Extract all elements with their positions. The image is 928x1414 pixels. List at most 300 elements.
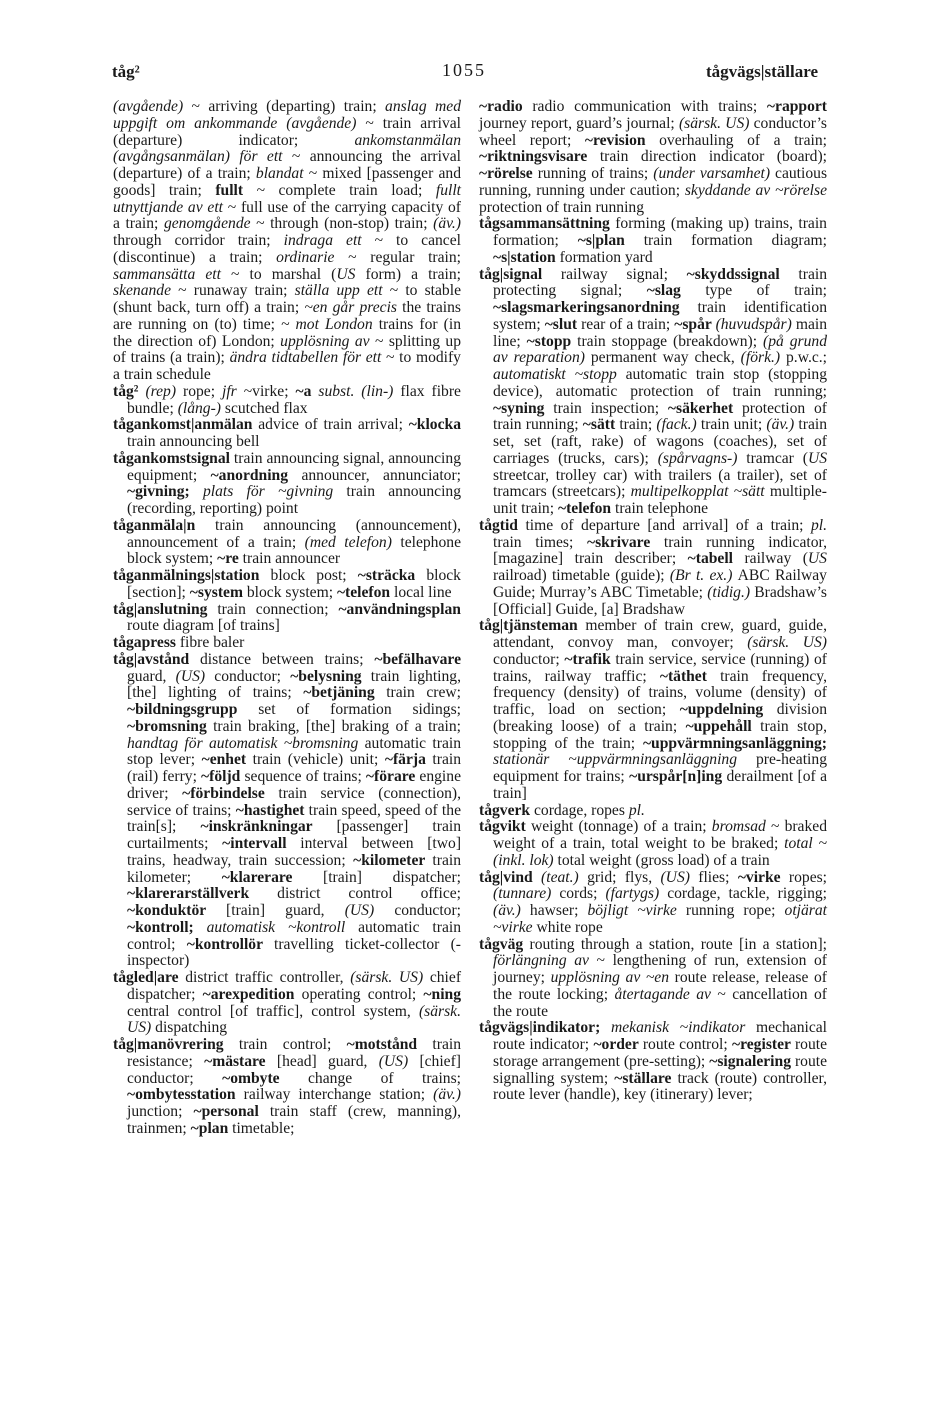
italic-gloss: (med telefon) <box>304 533 401 551</box>
definition-text: distance between trains; <box>200 650 375 668</box>
italic-gloss: total ~ (inkl. lok) <box>493 835 827 869</box>
definition-text: junction; <box>127 1103 194 1120</box>
definition-text: train control; <box>238 1036 347 1053</box>
italic-gloss: genomgående <box>163 215 257 233</box>
dictionary-entry <box>479 267 827 518</box>
definition-text: dispatching <box>155 1019 228 1037</box>
headword: ~rapport <box>766 98 828 115</box>
headword: tågväg <box>479 935 530 953</box>
italic-gloss: US <box>807 449 827 467</box>
italic-gloss: ankomstanmälan (avgångsanmälan) för ett <box>113 131 461 166</box>
headword: ~belysning <box>290 667 371 685</box>
italic-gloss: böjligt ~virke <box>587 902 686 919</box>
definition-text: division (breaking loose) of a train; <box>493 701 827 735</box>
italic-gloss: ställa upp ett <box>294 282 390 300</box>
italic-gloss: upplösning av ~en <box>550 969 675 986</box>
dictionary-entry <box>479 803 827 820</box>
headword: ~telefon <box>557 500 616 517</box>
definition-text: [passenger] train curtailments; <box>127 818 461 852</box>
headword: tågapress <box>113 634 180 651</box>
definition-text: train service (connection), service of trains; <box>127 784 462 819</box>
definition-text: district control office; <box>277 885 462 903</box>
definition-text: flax fibre bundle; <box>127 382 461 417</box>
headword: ~riktningsvisare <box>479 148 600 166</box>
headword: ~revision <box>584 131 660 149</box>
italic-gloss: bromsad <box>711 818 771 836</box>
headword: ~order <box>593 1036 643 1053</box>
headword: ~färja <box>384 751 433 769</box>
headword: ~ombyte <box>222 1069 309 1087</box>
italic-gloss: US <box>807 550 827 568</box>
italic-gloss: ändra tidtabellen för ett <box>229 349 387 367</box>
definition-text: ABC Railway Guide; Murray’s ABC Timetable; <box>493 567 827 601</box>
definition-text: running of trains; <box>537 165 654 182</box>
headword: ~ning <box>423 985 462 1003</box>
dictionary-entry <box>113 451 461 518</box>
definition-text: route control; <box>642 1036 733 1053</box>
definition-text: train telephone <box>615 500 709 517</box>
headword: ~klarerarställverk <box>127 885 278 903</box>
definition-text: railway signal; <box>560 265 687 283</box>
definition-text: train unit; <box>700 416 767 434</box>
definition-text: operating control; <box>301 985 424 1003</box>
italic-gloss: plats för ~givning <box>202 483 347 501</box>
headword: ~kilometer <box>353 851 433 869</box>
italic-gloss: (Br t. ex.) <box>669 567 738 584</box>
italic-gloss: (på grund av reparation) <box>493 332 827 367</box>
dictionary-entry <box>113 384 461 418</box>
dictionary-entry <box>479 937 827 1021</box>
italic-gloss: automatisk ~kontroll <box>206 918 359 936</box>
headword: ~givning; <box>127 483 203 501</box>
headword: ~befälhavare <box>374 650 461 668</box>
headword: ~kontrollör <box>186 935 274 953</box>
italic-gloss: upplösning av <box>280 332 376 350</box>
headword: ~arexpedition <box>202 985 302 1003</box>
definition-text: ~virke; <box>243 382 296 400</box>
definition-text: ~ to marshal ( <box>231 265 337 283</box>
italic-gloss: mekanisk ~indikator <box>610 1019 756 1037</box>
definition-text: rope; <box>183 382 223 400</box>
definition-text: train announcer <box>242 550 341 568</box>
headword: ~mästare <box>204 1052 277 1070</box>
dictionary-entry <box>479 216 827 266</box>
definition-text: hawser; <box>529 902 588 919</box>
definition-text: train running indicator, [magazine] train describer; <box>493 533 827 568</box>
headword: tåg|manövrering <box>113 1036 239 1053</box>
italic-gloss: förlängning av <box>493 952 597 970</box>
definition-text: through corridor train; <box>113 232 284 249</box>
headword: ~täthet <box>659 667 721 685</box>
headword: ~anordning <box>210 466 302 484</box>
definition-text: route release, release of the route locking; <box>493 969 827 1003</box>
definition-text: automatic train stop lever; <box>127 734 461 769</box>
headword: ~säkerhet <box>667 399 742 417</box>
headword: ~användningsplan <box>338 600 461 618</box>
definition-text: conductor’s wheel report; <box>479 114 827 149</box>
italic-gloss: (förk.) <box>740 349 786 367</box>
definition-text: block system; <box>246 583 337 601</box>
definition-text: train frequency, frequency (density) of trains, volume (density) of traffic, load on section; <box>493 667 827 718</box>
headword: ~plan <box>190 1119 233 1137</box>
definition-text: train resistance; <box>127 1036 461 1070</box>
italic-gloss: (US) <box>175 667 215 685</box>
headword: ~slut <box>544 315 582 333</box>
italic-gloss: (US) <box>378 1052 420 1070</box>
headword: tåganmäla|n <box>113 516 215 534</box>
dictionary-entry <box>479 870 827 937</box>
definition-text: train; <box>619 416 657 434</box>
italic-gloss: US <box>336 265 366 283</box>
headword: ~radio <box>479 98 533 115</box>
definition-text: train announcing signal, announcing equipment; <box>127 449 461 484</box>
italic-gloss: multipelkopplat ~sätt <box>630 483 770 501</box>
definition-text: block [section]; <box>127 567 461 601</box>
headword: ~tabell <box>687 550 745 568</box>
definition-text: automatic train stop (stopping device), automatic protection of train running; <box>493 366 827 400</box>
definition-text: route signalling system; <box>493 1052 827 1087</box>
italic-gloss: (särsk. US) <box>127 1002 461 1037</box>
headword: ~syning <box>493 399 554 417</box>
headword: tågvägs|indikator; <box>479 1019 611 1037</box>
definition-text: tramcar ( <box>746 449 808 467</box>
definition-text: ~ regular train; <box>348 248 462 266</box>
italic-gloss: ~ mot London <box>281 315 379 333</box>
definition-text: permanent way check, <box>590 349 741 367</box>
headword: tågvikt <box>479 818 531 836</box>
headword: tågled|are <box>113 969 186 986</box>
headword: tåg|anslutning <box>113 600 218 618</box>
definition-text: train lighting, [the] lighting of trains; <box>127 667 462 702</box>
headword: ~bildningsgrupp <box>127 701 259 718</box>
definition-text: train stop, stopping of the train; <box>493 717 827 752</box>
definition-text: [train] dispatcher; <box>323 868 461 886</box>
headword: ~uppehåll <box>685 717 761 735</box>
definition-text: ~ to modify a train schedule <box>113 349 461 383</box>
definition-text: district traffic controller, <box>185 969 351 986</box>
dictionary-entry <box>113 417 461 451</box>
definition-text: main line; <box>493 315 827 350</box>
headword: ~system <box>189 583 247 601</box>
definition-text: railway ( <box>744 550 808 568</box>
italic-gloss: pl. <box>628 801 645 819</box>
italic-gloss: blandat <box>255 165 309 182</box>
definition-text: sequence of trains; <box>244 768 366 785</box>
dictionary-entry <box>113 568 461 602</box>
definition-text: ropes; <box>788 868 828 886</box>
definition-text: train kilometer; <box>127 851 461 886</box>
definition-text: train inspection; <box>553 399 668 417</box>
dictionary-entry <box>113 652 461 970</box>
headword: tåganmälnings|station <box>113 567 271 584</box>
right-column <box>479 99 827 1104</box>
definition-text: train connection; <box>217 600 339 618</box>
definition-text: ~ train arrival (departure) indicator; <box>113 114 461 149</box>
definition-text: ~ full use of the carrying capacity of a train; <box>113 198 461 233</box>
headword: ~hastighet <box>235 801 309 819</box>
definition-text: train braking, [the] braking of a train; <box>213 717 461 735</box>
italic-gloss: (särsk. US) <box>747 634 827 651</box>
italic-gloss: (äv.) <box>766 416 799 434</box>
headword: ~register <box>732 1036 795 1053</box>
headword: tåg|avstånd <box>113 650 200 668</box>
definition-text: routing through a station, route [in a station]; <box>529 935 828 953</box>
definition-text: train identification system; <box>493 299 827 333</box>
headword: tågtid <box>479 516 526 534</box>
headword: tåg|vind <box>479 868 542 886</box>
italic-gloss: fullt utnyttjande av ett <box>113 181 461 216</box>
headword: tåg|signal <box>479 265 561 283</box>
definition-text: route diagram [of trains] <box>127 617 280 635</box>
definition-text: train announcing (announcement), announcement of a train; <box>127 516 461 551</box>
italic-gloss: sammansätta ett <box>113 265 232 283</box>
headword: ~inskränkningar <box>200 818 337 836</box>
definition-text: railway interchange station; <box>243 1086 434 1104</box>
italic-gloss: subst. (lin-) <box>318 382 401 400</box>
definition-text: protection of train running <box>479 198 644 216</box>
headword: tågankomst|anmälan <box>113 416 259 434</box>
dictionary-entry <box>479 618 827 802</box>
definition-text: ~ to stable (shunt back, turn off) a train; <box>113 282 461 316</box>
headword: ~re <box>217 550 243 568</box>
definition-text: train announcing bell <box>127 433 260 450</box>
italic-gloss: indraga ett <box>283 232 375 249</box>
italic-gloss: ~en går precis <box>304 299 403 316</box>
definition-text: running rope; <box>685 902 785 919</box>
definition-text: flies; <box>698 868 738 886</box>
dictionary-entry <box>113 970 461 1037</box>
headword: ~ombytesstation <box>127 1086 244 1104</box>
definition-text: conductor; <box>214 667 291 685</box>
dictionary-entry <box>479 819 827 869</box>
headword: ~personal <box>193 1103 270 1120</box>
definition-text: guard, <box>127 667 176 685</box>
headword: ~betjäning <box>303 684 387 702</box>
definition-text: ~ through (non-stop) train; <box>256 215 434 233</box>
headword: tågverk <box>479 801 534 819</box>
definition-text: train crew; <box>386 684 462 702</box>
italic-gloss: pl. <box>810 516 827 534</box>
headword: ~sträcka <box>357 567 427 584</box>
definition-text: ~ mixed [passenger and goods] train; <box>113 165 461 199</box>
headword: ~uppvärmningsanläggning; <box>642 734 827 752</box>
headword: ~motstånd <box>346 1036 433 1053</box>
definition-text: derailment [of a train] <box>493 768 827 802</box>
italic-gloss: återtagande av <box>614 985 718 1003</box>
left-column <box>113 99 461 1138</box>
definition-text: local line <box>393 583 452 601</box>
italic-gloss: (äv.) <box>493 902 530 919</box>
headword: ~konduktör <box>127 902 227 919</box>
headword: ~slag <box>646 282 706 300</box>
definition-text: radio communication with trains; <box>532 98 767 115</box>
headword: ~urspår[n]ing <box>629 768 727 785</box>
definition-text: train (vehicle) unit; <box>252 751 385 769</box>
definition-text: train protecting signal; <box>493 265 827 300</box>
headword: ~spår <box>674 315 716 333</box>
italic-gloss: (fack.) <box>656 416 701 434</box>
headword: ~trafik <box>564 650 616 668</box>
definition-text: advice of train arrival; <box>258 416 409 434</box>
definition-text: train stoppage (breakdown); <box>577 332 763 350</box>
definition-text: announcer, annunciator; <box>301 466 461 484</box>
italic-gloss: skenande <box>113 282 179 300</box>
dictionary-entry <box>479 99 827 216</box>
definition-text: protection of train running; <box>493 399 827 434</box>
definition-text: total weight (gross load) of a train <box>557 851 770 869</box>
italic-gloss: (under varsamhet) <box>653 165 776 182</box>
italic-gloss: stationär ~uppvärmningsanläggning <box>493 751 756 769</box>
definition-text: grid; flys, <box>587 868 661 886</box>
definition-text: time of departure [and arrival] of a train; <box>525 516 811 534</box>
italic-gloss: (teat.) <box>541 868 588 886</box>
definition-text: ~ announcing the arrival (departure) of a train; <box>113 148 461 182</box>
definition-text: interval between [two] trains, headway, train succession; <box>127 835 462 869</box>
definition-text: form) a train; <box>365 265 461 283</box>
definition-text: ~ to cancel (discontinue) a train; <box>113 232 461 266</box>
italic-gloss: (äv.) <box>433 1086 461 1104</box>
definition-text: train set, set (raft, rake) of wagons (coaches), set of carriages (trucks, cars); <box>493 416 827 467</box>
italic-gloss: (spårvagns-) <box>657 449 747 467</box>
header-left-guideword: tåg² <box>112 62 140 81</box>
page-number: 1055 <box>442 60 486 80</box>
definition-text: cords; <box>559 885 606 903</box>
definition-text: ~ lengthening of run, extension of journey; <box>493 952 827 986</box>
headword: tåg|tjänsteman <box>479 617 586 635</box>
headword: ~skrivare <box>586 533 664 551</box>
italic-gloss: (tidig.) <box>707 583 755 601</box>
definition-text: train announcing (recording, reporting) point <box>127 483 461 517</box>
italic-gloss: (särsk. US) <box>678 114 754 132</box>
definition-text: chief dispatcher; <box>127 969 462 1003</box>
italic-gloss: otjärat ~virke <box>493 902 827 936</box>
definition-text: cordage, tackle, rigging; <box>667 885 828 903</box>
definition-text: train speed, speed of the train[s]; <box>127 801 461 836</box>
definition-text: ~ complete train load; <box>256 181 436 199</box>
headword: ~signalering <box>709 1052 795 1070</box>
headword: ~följd <box>201 768 245 785</box>
headword: ~ställare <box>614 1069 678 1087</box>
headword: ~skyddssignal <box>686 265 799 283</box>
definition-text: train direction indicator (board); <box>599 148 828 166</box>
italic-gloss: (lång-) <box>177 399 225 417</box>
definition-text: scutched flax <box>224 399 308 417</box>
definition-text: fibre baler <box>179 634 245 651</box>
headword: tågsammansättning <box>479 215 616 233</box>
definition-text: forming (making up) trains, train formation; <box>493 215 827 249</box>
definition-text: railroad) timetable (guide); <box>493 567 670 584</box>
definition-text: weight (tonnage) of a train; <box>530 818 712 836</box>
header-right-guideword: tågvägs|ställare <box>705 62 818 81</box>
definition-text: multiple-unit train; <box>493 483 827 517</box>
definition-text: cordage, ropes <box>534 801 629 819</box>
definition-text: ~ braked weight of a train, total weight to be braked; <box>493 818 827 852</box>
headword: ~a <box>295 382 319 400</box>
definition-text: ~ runaway train; <box>178 282 295 300</box>
definition-text: travelling ticket-collector (-inspector) <box>127 935 461 970</box>
definition-text: [head] guard, <box>276 1052 379 1070</box>
definition-text: type of train; <box>705 282 827 300</box>
definition-text: mechanical route indicator; <box>493 1019 827 1053</box>
definition-text: trains for (in the direction of) London; <box>113 315 461 350</box>
headword: ~uppdelning <box>679 701 777 718</box>
dictionary-entry <box>113 99 461 384</box>
italic-gloss: (särsk. US) <box>350 969 430 986</box>
definition-text: engine driver; <box>127 768 461 802</box>
definition-text: block post; <box>270 567 358 584</box>
dictionary-entry <box>479 1020 827 1104</box>
headword: ~stopp <box>526 332 578 350</box>
headword: ~kontroll; <box>127 918 207 936</box>
dictionary-entry <box>113 518 461 568</box>
italic-gloss: skyddande av ~rörelse <box>684 181 828 199</box>
definition-text: telephone block system; <box>127 533 461 568</box>
definition-text: track (route) controller, route lever (handle), key (itinerary) lever; <box>493 1069 828 1104</box>
headword: ~sätt <box>582 416 620 434</box>
italic-gloss: jfr <box>222 382 244 400</box>
definition-text: train times; <box>493 533 587 551</box>
italic-gloss: (US) <box>660 868 699 886</box>
definition-text: set of formation sidings; <box>258 701 461 718</box>
definition-text: journey report, guard’s journal; <box>479 114 679 132</box>
definition-text: streetcar, trolley car) with trailers (a trailer), set of tramcars (streetcars); <box>493 466 827 501</box>
definition-text: conductor; <box>493 650 565 668</box>
italic-gloss: (fartygs) <box>605 885 668 903</box>
definition-text: p.w.c.; <box>786 349 827 367</box>
definition-text: route storage arrangement (pre-setting); <box>493 1036 828 1070</box>
italic-gloss: ordinarie <box>276 248 349 266</box>
definition-text: member of train crew, guard, guide, attendant, convoy man, convoyer; <box>493 617 828 651</box>
definition-text: pre-heating equipment for trains; <box>493 751 827 785</box>
definition-text: overhauling of a train; <box>659 131 827 149</box>
definition-text: train formation diagram; <box>643 232 827 249</box>
headword: ~rörelse <box>479 165 538 182</box>
headword: ~slagsmarkeringsanordning <box>493 299 698 316</box>
italic-gloss: (huvudspår) <box>715 315 796 333</box>
headword: tåg² <box>113 382 146 400</box>
definition-text: train (rail) ferry; <box>127 751 461 785</box>
definition-text: conductor; <box>394 902 461 919</box>
italic-gloss: (äv.) <box>433 215 461 233</box>
headword: ~förbindelse <box>182 784 279 802</box>
italic-gloss: (rep) <box>145 382 183 400</box>
definition-text: central control [of traffic], control system, <box>127 1002 419 1020</box>
headword: ~telefon <box>336 583 394 601</box>
headword: ~klarerare <box>221 868 324 886</box>
definition-text: automatic train control; <box>127 918 462 953</box>
headword: ~klocka <box>408 416 461 434</box>
definition-text: cautious running, running under caution; <box>479 165 828 199</box>
italic-gloss: (avgående) <box>113 98 192 115</box>
definition-text: change of trains; <box>308 1069 461 1087</box>
definition-text: timetable; <box>232 1119 295 1137</box>
definition-text: rear of a train; <box>581 315 675 333</box>
definition-text: train staff (crew, manning), trainmen; <box>127 1103 461 1137</box>
definition-text: ~ cancellation of the route <box>493 985 827 1020</box>
dictionary-entry <box>113 602 461 636</box>
headword: ~bromsning <box>127 717 214 735</box>
definition-text: train service, service (running) of trains, railway traffic; <box>493 650 827 685</box>
italic-gloss: (US) <box>344 902 395 919</box>
definition-text: ~ arriving (departing) train; <box>191 98 386 115</box>
italic-gloss: (tunnare) <box>493 885 560 903</box>
definition-text: white rope <box>536 918 603 936</box>
headword: ~intervall <box>222 835 301 852</box>
italic-gloss: automatiskt ~stopp <box>493 366 626 383</box>
headword: ~s|plan <box>577 232 644 249</box>
headword: tågankomstsignal <box>113 449 234 467</box>
definition-text: [train] guard, <box>226 902 345 919</box>
